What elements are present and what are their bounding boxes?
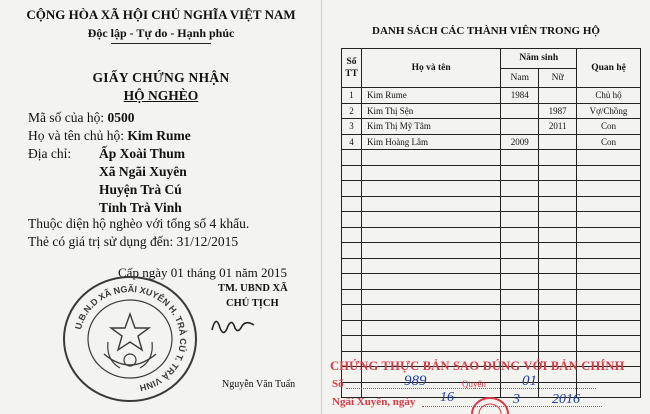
empty-cell	[539, 196, 577, 212]
table-row-empty	[342, 227, 641, 243]
empty-cell	[539, 212, 577, 228]
stamp-month: 3	[513, 392, 520, 407]
header-birth-year: Năm sinh	[501, 49, 577, 69]
empty-cell	[361, 274, 500, 290]
empty-cell	[501, 181, 539, 197]
empty-cell	[361, 181, 500, 197]
empty-cell	[342, 305, 362, 321]
certificate-title: GIẤY CHỨNG NHẬN	[92, 70, 230, 85]
members-table-body	[342, 88, 641, 398]
table-row	[342, 134, 641, 150]
empty-cell	[342, 289, 362, 305]
empty-cell	[342, 181, 362, 197]
table-row-empty	[342, 274, 641, 290]
cell-name: Kim Rume	[361, 88, 500, 104]
stamp-number-value: 989	[404, 373, 427, 389]
header-male: Nam	[501, 68, 539, 88]
empty-cell	[342, 258, 362, 274]
empty-cell	[361, 305, 500, 321]
empty-cell	[342, 150, 362, 166]
header-no: Số TT	[342, 49, 362, 88]
empty-cell	[539, 320, 577, 336]
cell-male-year: 2009	[501, 134, 539, 150]
empty-cell	[501, 274, 539, 290]
owner-label: Họ và tên chủ hộ:	[28, 128, 124, 143]
empty-cell	[342, 243, 362, 259]
certificate-left-page	[0, 0, 322, 414]
empty-cell	[342, 196, 362, 212]
cell-relation: Con	[577, 134, 641, 150]
cell-female-year: 1987	[539, 103, 577, 119]
empty-cell	[361, 150, 500, 166]
empty-cell	[577, 274, 641, 290]
cell-male-year: 1984	[501, 88, 539, 104]
header-relation: Quan hệ	[577, 49, 641, 88]
certified-copy-stamp: CHỨNG THỰC BẢN SAO ĐÚNG VỚI BẢN CHÍNH	[330, 359, 625, 373]
empty-cell	[539, 181, 577, 197]
address-province: Tỉnh Trà Vinh	[99, 200, 182, 215]
table-row-empty	[342, 289, 641, 305]
cell-no: 1	[342, 88, 362, 104]
empty-cell	[577, 212, 641, 228]
owner-value: Kim Rume	[127, 128, 191, 143]
table-row-empty	[342, 165, 641, 181]
empty-cell	[342, 336, 362, 352]
empty-cell	[577, 243, 641, 259]
empty-cell	[361, 212, 500, 228]
household-code-label: Mã số của hộ:	[28, 110, 105, 125]
empty-cell	[361, 320, 500, 336]
table-row-empty	[342, 258, 641, 274]
cell-relation: Chủ hộ	[577, 88, 641, 104]
address-label: Địa chỉ:	[28, 146, 72, 161]
empty-cell	[361, 165, 500, 181]
empty-cell	[539, 165, 577, 181]
empty-cell	[342, 227, 362, 243]
empty-cell	[577, 258, 641, 274]
empty-cell	[361, 289, 500, 305]
empty-cell	[539, 243, 577, 259]
empty-cell	[342, 274, 362, 290]
empty-cell	[361, 196, 500, 212]
empty-cell	[577, 305, 641, 321]
empty-cell	[501, 336, 539, 352]
household-code-value: 0500	[107, 110, 135, 125]
cell-relation: Con	[577, 119, 641, 135]
signer-position: CHỦ TỊCH	[226, 298, 279, 309]
poverty-statement: Thuộc diện hộ nghèo với tổng số 4 khẩu.	[28, 216, 250, 231]
official-seal-icon	[58, 272, 202, 406]
cell-name: Kim Thị Sện	[361, 103, 500, 119]
cell-male-year	[501, 103, 539, 119]
table-row	[342, 119, 641, 135]
empty-cell	[539, 289, 577, 305]
stamp-day: 16	[440, 390, 454, 405]
table-header-row	[342, 49, 641, 69]
empty-cell	[342, 320, 362, 336]
certificate-subtitle: HỘ NGHÈO	[123, 88, 199, 103]
empty-cell	[577, 181, 641, 197]
cell-relation: Vợ/Chồng	[577, 103, 641, 119]
table-row-empty	[342, 243, 641, 259]
empty-cell	[342, 212, 362, 228]
header-name: Họ và tên	[361, 49, 500, 88]
empty-cell	[501, 289, 539, 305]
svg-text:U.B.N.D XÃ NGÃI XUYÊN H. TRÀ C: U.B.N.D XÃ NGÃI XUYÊN H. TRÀ CÚ T. TRÀ VINH	[73, 283, 189, 394]
header-female: Nữ	[539, 68, 577, 88]
table-row-empty	[342, 320, 641, 336]
address-commune: Xã Ngãi Xuyên	[99, 164, 187, 179]
empty-cell	[342, 165, 362, 181]
signature-icon	[208, 308, 258, 342]
cell-no: 4	[342, 134, 362, 150]
cell-female-year	[539, 88, 577, 104]
table-row-empty	[342, 196, 641, 212]
empty-cell	[361, 336, 500, 352]
empty-cell	[501, 196, 539, 212]
empty-cell	[539, 258, 577, 274]
empty-cell	[577, 165, 641, 181]
signer-name: Nguyễn Văn Tuấn	[222, 379, 296, 390]
stamp-book-value: 01	[522, 373, 537, 389]
cell-name: Kim Hoàng Lâm	[361, 134, 500, 150]
table-row	[342, 88, 641, 104]
national-title: CỘNG HÒA XÃ HỘI CHỦ NGHĨA VIỆT NAM	[26, 7, 296, 22]
empty-cell	[501, 227, 539, 243]
table-row	[342, 103, 641, 119]
cell-male-year	[501, 119, 539, 135]
empty-cell	[539, 274, 577, 290]
empty-cell	[577, 382, 641, 398]
members-right-page	[322, 0, 650, 414]
empty-cell	[539, 336, 577, 352]
empty-cell	[539, 150, 577, 166]
empty-cell	[501, 320, 539, 336]
table-row-empty	[342, 336, 641, 352]
empty-cell	[501, 305, 539, 321]
household-code-line	[28, 110, 134, 126]
stamp-dotted-line-2	[422, 406, 602, 407]
empty-cell	[361, 258, 500, 274]
validity-statement: Thẻ có giá trị sử dụng đến: 31/12/2015	[28, 234, 239, 249]
cell-no: 2	[342, 103, 362, 119]
empty-cell	[501, 150, 539, 166]
address-hamlet: Ấp Xoài Thum	[99, 146, 186, 161]
address-district: Huyện Trà Cú	[99, 182, 182, 197]
empty-cell	[361, 243, 500, 259]
red-seal-fragment-icon	[470, 395, 510, 414]
issue-date: Cấp ngày 01 tháng 01 năm 2015	[118, 265, 287, 280]
cell-female-year: 2011	[539, 119, 577, 135]
members-table	[341, 48, 641, 398]
stamp-number-label: Số	[332, 378, 344, 390]
empty-cell	[501, 165, 539, 181]
empty-cell	[501, 212, 539, 228]
empty-cell	[577, 227, 641, 243]
empty-cell	[577, 289, 641, 305]
table-row-empty	[342, 181, 641, 197]
empty-cell	[501, 243, 539, 259]
national-motto: Độc lập - Tự do - Hạnh phúc	[87, 26, 235, 40]
members-title: DANH SÁCH CÁC THÀNH VIÊN TRONG HỘ	[372, 25, 600, 37]
stamp-place-date-label: Ngãi Xuyên, ngày	[332, 396, 416, 408]
empty-cell	[577, 150, 641, 166]
table-row-empty	[342, 212, 641, 228]
cell-female-year	[539, 134, 577, 150]
empty-cell	[577, 196, 641, 212]
empty-cell	[539, 227, 577, 243]
table-row-empty	[342, 150, 641, 166]
owner-line	[28, 128, 191, 144]
cell-name: Kim Thị Mỹ Tâm	[361, 119, 500, 135]
empty-cell	[501, 258, 539, 274]
empty-cell	[577, 336, 641, 352]
motto-underline	[111, 43, 211, 44]
empty-cell	[577, 320, 641, 336]
stamp-book-label: Quyển	[462, 379, 486, 389]
empty-cell	[539, 305, 577, 321]
empty-cell	[361, 227, 500, 243]
stamp-year: 2016	[552, 392, 580, 407]
cell-no: 3	[342, 119, 362, 135]
issuing-authority: TM. UBND XÃ	[218, 283, 288, 294]
table-row-empty	[342, 305, 641, 321]
